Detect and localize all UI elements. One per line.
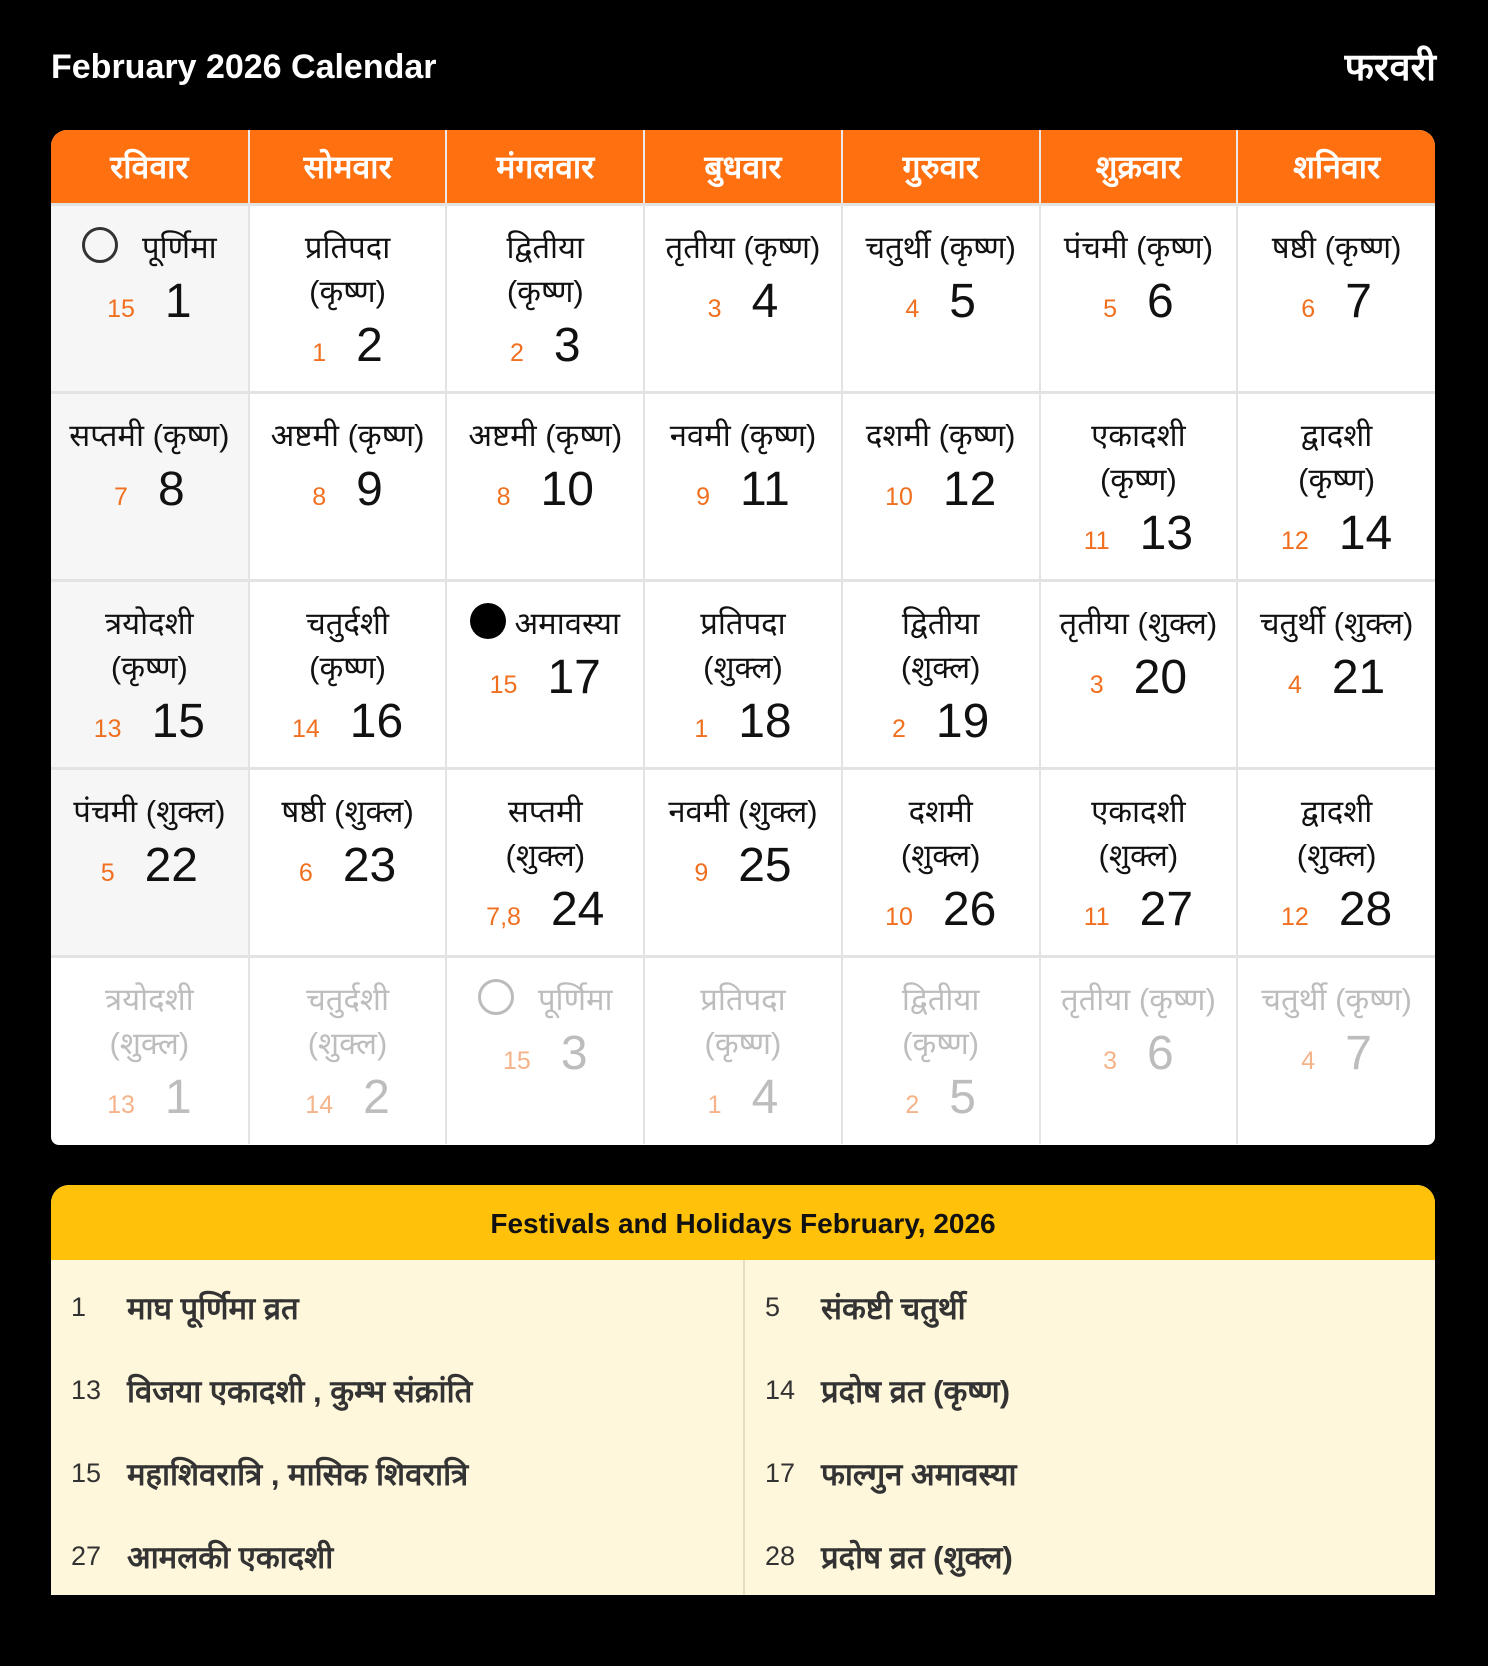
day-cell[interactable]	[51, 392, 249, 580]
tithi-text: प्रतिपदा	[700, 981, 786, 1017]
festival-date: 14	[765, 1375, 796, 1405]
tithi-text: (कृष्ण)	[704, 1025, 782, 1061]
day-cell[interactable]	[249, 956, 447, 1144]
weekday-label: शनिवार	[1237, 130, 1435, 204]
paksha-day: 5	[1103, 294, 1117, 323]
festival-item[interactable]	[745, 1515, 1435, 1595]
tithi-text: (कृष्ण)	[309, 649, 386, 685]
date-number: 26	[942, 882, 997, 936]
date-line	[1238, 506, 1435, 561]
tithi-line	[447, 978, 643, 1022]
day-cell[interactable]	[249, 580, 447, 768]
tithi-line	[250, 270, 446, 314]
tithi-text: नवमी (शुक्ल)	[668, 793, 818, 829]
paksha-day: 13	[107, 1090, 135, 1119]
tithi-text: चतुर्थी (शुक्ल)	[1259, 605, 1414, 641]
paksha-day: 2	[905, 1090, 920, 1119]
month-hindi-title: फरवरी	[1344, 47, 1436, 89]
date-line	[645, 274, 841, 329]
date-number: 13	[1139, 506, 1194, 560]
tithi-line	[843, 1022, 1039, 1066]
paksha-day: 8	[496, 482, 511, 511]
day-cell[interactable]	[51, 956, 249, 1144]
tithi-line	[250, 414, 446, 458]
day-cell[interactable]	[446, 204, 644, 392]
date-number: 20	[1133, 650, 1188, 704]
tithi-text: द्वितीया	[506, 229, 585, 265]
paksha-day: 9	[696, 482, 710, 511]
festival-item[interactable]	[745, 1349, 1435, 1432]
tithi-text: (कृष्ण)	[506, 273, 584, 309]
paksha-day: 10	[885, 482, 913, 511]
tithi-line	[645, 602, 841, 646]
tithi-text: नवमी (कृष्ण)	[669, 417, 817, 453]
tithi-line	[1041, 414, 1237, 458]
calendar-week	[51, 392, 1435, 580]
weekday-label: रविवार	[51, 130, 249, 204]
date-number: 8	[157, 462, 185, 516]
day-cell[interactable]	[1237, 204, 1435, 392]
paksha-day: 2	[892, 714, 906, 743]
date-number: 18	[738, 694, 792, 748]
date-number: 25	[738, 838, 792, 892]
calendar-week	[51, 204, 1435, 392]
tithi-text: चतुर्दशी	[306, 605, 390, 641]
festival-date: 5	[765, 1292, 781, 1322]
date-number: 11	[740, 462, 790, 516]
day-cell[interactable]	[644, 204, 842, 392]
date-line	[843, 882, 1039, 937]
tithi-line	[250, 1022, 446, 1066]
date-number: 27	[1139, 882, 1194, 936]
date-line	[447, 882, 643, 937]
tithi-line	[645, 646, 841, 690]
tithi-line	[1238, 602, 1435, 646]
tithi-text: (शुक्ल)	[1296, 837, 1377, 873]
paksha-day: 15	[503, 1046, 531, 1075]
tithi-line	[645, 978, 841, 1022]
weekday-label: गुरुवार	[842, 130, 1040, 204]
date-line	[645, 462, 841, 517]
tithi-line	[1238, 226, 1435, 270]
day-cell[interactable]	[842, 580, 1040, 768]
date-line	[645, 1070, 841, 1125]
date-line	[447, 318, 643, 373]
tithi-text: द्वितीया	[901, 981, 980, 1017]
tithi-line	[250, 646, 446, 690]
date-line	[645, 838, 841, 893]
date-line	[1041, 1026, 1237, 1081]
tithi-text: चतुर्थी (कृष्ण)	[1261, 981, 1412, 1017]
tithi-line	[250, 226, 446, 270]
paksha-day: 9	[694, 858, 709, 887]
tithi-line	[843, 978, 1039, 1022]
festival-name: माघ पूर्णिमा व्रत	[127, 1290, 299, 1326]
day-cell[interactable]	[1040, 768, 1238, 956]
date-line	[1238, 882, 1435, 937]
date-number: 1	[164, 274, 192, 328]
day-cell[interactable]	[842, 956, 1040, 1144]
festival-date: 27	[71, 1541, 102, 1571]
date-number: 3	[560, 1026, 588, 1080]
day-cell[interactable]	[1237, 580, 1435, 768]
date-line	[645, 694, 841, 749]
weekday-header	[51, 130, 1435, 204]
date-number: 23	[342, 838, 397, 892]
paksha-day: 6	[298, 858, 313, 887]
tithi-text: (शुक्ल)	[307, 1025, 388, 1061]
tithi-text: तृतीया (शुक्ल)	[1059, 605, 1218, 641]
festivals-right-column	[743, 1260, 1435, 1595]
day-cell[interactable]	[644, 580, 842, 768]
weekday-label: सोमवार	[249, 130, 447, 204]
date-line	[1041, 506, 1237, 561]
date-number: 9	[356, 462, 383, 516]
festival-item[interactable]	[51, 1266, 743, 1349]
paksha-day: 8	[312, 482, 327, 511]
paksha-day: 4	[1287, 670, 1302, 699]
day-cell[interactable]	[51, 768, 249, 956]
date-line	[1041, 274, 1237, 329]
date-line	[447, 650, 643, 705]
festival-name: प्रदोष व्रत (कृष्ण)	[821, 1373, 1011, 1409]
date-line	[447, 1026, 643, 1081]
tithi-text: दशमी	[908, 793, 973, 829]
date-number: 1	[164, 1070, 192, 1124]
day-cell[interactable]	[644, 768, 842, 956]
date-number: 15	[151, 694, 205, 748]
calendar-grid	[51, 130, 1435, 1145]
festival-name: फाल्गुन अमावस्या	[821, 1456, 1017, 1492]
festivals-title: Festivals and Holidays February, 2026	[51, 1185, 1435, 1260]
tithi-line	[51, 646, 248, 690]
paksha-day: 1	[707, 1090, 722, 1119]
festival-item[interactable]	[51, 1515, 743, 1595]
paksha-day: 15	[489, 670, 518, 699]
festival-name: संकष्टी चतुर्थी	[821, 1290, 966, 1326]
date-number: 7	[1345, 1026, 1372, 1080]
paksha-day: 2	[509, 338, 524, 367]
tithi-text: चतुर्थी (कृष्ण)	[865, 229, 1016, 265]
tithi-line	[447, 270, 643, 314]
tithi-text: प्रतिपदा	[700, 605, 786, 641]
tithi-line	[1041, 458, 1237, 502]
paksha-day: 11	[1083, 526, 1110, 555]
tithi-line	[250, 978, 446, 1022]
paksha-day: 5	[100, 858, 115, 887]
festival-item[interactable]	[745, 1432, 1435, 1515]
day-cell[interactable]	[644, 392, 842, 580]
date-line	[51, 1070, 248, 1125]
date-number: 19	[935, 694, 990, 748]
tithi-line	[843, 646, 1039, 690]
tithi-line	[51, 414, 248, 458]
tithi-line	[645, 1022, 841, 1066]
date-line	[447, 462, 643, 517]
tithi-line	[51, 790, 248, 834]
tithi-line	[1238, 834, 1435, 878]
tithi-line	[51, 1022, 248, 1066]
tithi-text: षष्ठी (कृष्ण)	[1271, 229, 1402, 265]
tithi-line	[843, 790, 1039, 834]
tithi-text: (शुक्ल)	[900, 649, 981, 685]
paksha-day: 3	[1089, 670, 1104, 699]
date-line	[250, 838, 446, 893]
tithi-line	[447, 602, 643, 646]
tithi-text: (कृष्ण)	[1099, 461, 1177, 497]
tithi-text: अष्टमी (कृष्ण)	[468, 417, 623, 453]
date-line	[843, 694, 1039, 749]
tithi-text: (शुक्ल)	[109, 1025, 190, 1061]
day-cell[interactable]	[1040, 392, 1238, 580]
tithi-text: (शुक्ल)	[505, 837, 586, 873]
tithi-line	[843, 226, 1039, 270]
tithi-text: (कृष्ण)	[902, 1025, 980, 1061]
day-cell[interactable]	[842, 204, 1040, 392]
day-cell[interactable]	[1040, 580, 1238, 768]
tithi-text: (कृष्ण)	[309, 273, 386, 309]
tithi-line	[51, 602, 248, 646]
tithi-text: एकादशी	[1091, 793, 1186, 829]
date-line	[250, 694, 446, 749]
tithi-line	[250, 602, 446, 646]
festival-item[interactable]	[51, 1432, 743, 1515]
day-cell[interactable]	[1237, 768, 1435, 956]
tithi-text: द्वितीया	[901, 605, 980, 641]
date-line	[843, 462, 1039, 517]
date-line	[51, 838, 248, 893]
tithi-line	[645, 414, 841, 458]
tithi-line	[843, 834, 1039, 878]
date-line	[250, 462, 446, 517]
date-number: 7	[1345, 274, 1372, 328]
tithi-line	[843, 414, 1039, 458]
tithi-text: (शुक्ल)	[1098, 837, 1179, 873]
date-number: 2	[363, 1070, 390, 1124]
date-line	[843, 274, 1039, 329]
festival-date: 17	[765, 1458, 796, 1488]
date-number: 22	[144, 838, 198, 892]
paksha-day: 13	[93, 714, 122, 743]
tithi-text: त्रयोदशी	[105, 981, 194, 1017]
tithi-text: पूर्णिमा	[142, 229, 217, 265]
festival-name: महाशिवरात्रि , मासिक शिवरात्रि	[127, 1456, 469, 1492]
page-title: February 2026 Calendar	[51, 48, 437, 86]
date-line	[1238, 650, 1435, 705]
tithi-line	[1041, 602, 1237, 646]
weekday-label: मंगलवार	[446, 130, 644, 204]
tithi-text: पंचमी (शुक्ल)	[73, 793, 226, 829]
tithi-line	[645, 226, 841, 270]
paksha-day: 4	[905, 294, 920, 323]
paksha-day: 12	[1281, 902, 1309, 931]
calendar-week	[51, 768, 1435, 956]
date-number: 28	[1338, 882, 1393, 936]
festivals-left-column	[51, 1260, 743, 1595]
tithi-line	[447, 226, 643, 270]
date-number: 5	[949, 274, 976, 328]
tithi-line	[843, 602, 1039, 646]
tithi-text: षष्ठी (शुक्ल)	[281, 793, 414, 829]
date-line	[1238, 274, 1435, 329]
tithi-text: (शुक्ल)	[703, 649, 783, 685]
festival-item[interactable]	[745, 1266, 1435, 1349]
date-number: 2	[356, 318, 383, 372]
date-number: 10	[540, 462, 594, 516]
day-cell[interactable]	[51, 204, 249, 392]
full-moon-icon	[82, 227, 118, 263]
day-cell[interactable]	[842, 392, 1040, 580]
date-number: 21	[1331, 650, 1386, 704]
tithi-text: द्वादशी	[1300, 793, 1373, 829]
tithi-line	[1041, 978, 1237, 1022]
date-number: 24	[550, 882, 605, 936]
tithi-line	[447, 834, 643, 878]
festival-date: 1	[71, 1292, 87, 1322]
tithi-text: सप्तमी (कृष्ण)	[69, 417, 230, 453]
festivals-panel	[51, 1185, 1435, 1595]
weekday-label: शुक्रवार	[1040, 130, 1238, 204]
festival-name: विजया एकादशी , कुम्भ संक्रांति	[127, 1373, 473, 1409]
date-number: 4	[751, 274, 779, 328]
day-cell[interactable]	[1237, 392, 1435, 580]
paksha-day: 10	[885, 902, 913, 931]
tithi-line	[250, 790, 446, 834]
date-number: 6	[1146, 274, 1174, 328]
festival-date: 15	[71, 1458, 102, 1488]
tithi-text: अमावस्या	[514, 605, 621, 641]
paksha-day: 14	[291, 714, 320, 743]
festival-name: आमलकी एकादशी	[127, 1539, 334, 1575]
full-moon-icon	[478, 979, 514, 1015]
paksha-day: 12	[1281, 526, 1309, 555]
tithi-text: अष्टमी (कृष्ण)	[270, 417, 425, 453]
paksha-day: 6	[1301, 294, 1316, 323]
tithi-text: सप्तमी	[507, 793, 583, 829]
paksha-day: 3	[707, 294, 722, 323]
date-number: 17	[547, 650, 601, 704]
date-line	[1041, 882, 1237, 937]
date-line	[843, 1070, 1039, 1125]
paksha-day: 14	[305, 1090, 334, 1119]
day-cell[interactable]	[446, 768, 644, 956]
day-cell[interactable]	[446, 392, 644, 580]
date-number: 16	[349, 694, 404, 748]
tithi-line	[51, 226, 248, 270]
day-cell[interactable]	[1237, 956, 1435, 1144]
tithi-text: (शुक्ल)	[900, 837, 981, 873]
weekday-label: बुधवार	[644, 130, 842, 204]
tithi-line	[1041, 226, 1237, 270]
day-cell[interactable]	[644, 956, 842, 1144]
tithi-line	[1041, 834, 1237, 878]
day-cell[interactable]	[1040, 956, 1238, 1144]
date-line	[51, 694, 248, 749]
tithi-line	[1238, 458, 1435, 502]
tithi-line	[1238, 414, 1435, 458]
tithi-text: त्रयोदशी	[105, 605, 194, 641]
tithi-line	[447, 790, 643, 834]
tithi-text: (कृष्ण)	[110, 649, 188, 685]
date-number: 4	[751, 1070, 779, 1124]
date-number: 5	[949, 1070, 976, 1124]
day-cell[interactable]	[51, 580, 249, 768]
tithi-line	[1041, 790, 1237, 834]
festival-date: 28	[765, 1541, 796, 1571]
festival-date: 13	[71, 1375, 102, 1405]
tithi-text: द्वादशी	[1300, 417, 1373, 453]
tithi-line	[645, 790, 841, 834]
date-line	[1041, 650, 1237, 705]
tithi-line	[1238, 978, 1435, 1022]
tithi-text: दशमी (कृष्ण)	[865, 417, 1016, 453]
tithi-text: चतुर्दशी	[306, 981, 390, 1017]
paksha-day: 7,8	[486, 902, 521, 931]
tithi-text: पूर्णिमा	[537, 981, 613, 1017]
tithi-text: (कृष्ण)	[1298, 461, 1376, 497]
day-cell[interactable]	[249, 768, 447, 956]
paksha-day: 15	[107, 294, 135, 323]
day-cell[interactable]	[249, 392, 447, 580]
date-number: 3	[553, 318, 581, 372]
paksha-day: 11	[1083, 902, 1110, 931]
tithi-text: तृतीया (कृष्ण)	[665, 229, 821, 265]
calendar-week	[51, 580, 1435, 768]
festival-name: प्रदोष व्रत (शुक्ल)	[821, 1539, 1013, 1575]
date-line	[250, 318, 446, 373]
date-line	[51, 462, 248, 517]
date-line	[1238, 1026, 1435, 1081]
date-number: 6	[1146, 1026, 1174, 1080]
date-number: 12	[942, 462, 997, 516]
paksha-day: 1	[694, 714, 709, 743]
paksha-day: 7	[114, 482, 128, 511]
date-line	[51, 274, 248, 329]
tithi-line	[447, 414, 643, 458]
day-cell[interactable]	[1040, 204, 1238, 392]
day-cell[interactable]	[842, 768, 1040, 956]
paksha-day: 1	[312, 338, 327, 367]
tithi-line	[51, 978, 248, 1022]
date-number: 14	[1338, 506, 1393, 560]
paksha-day: 3	[1103, 1046, 1117, 1075]
tithi-text: पंचमी (कृष्ण)	[1063, 229, 1214, 265]
festival-item[interactable]	[51, 1349, 743, 1432]
new-moon-icon	[470, 603, 506, 639]
tithi-text: एकादशी	[1091, 417, 1186, 453]
calendar-week	[51, 956, 1435, 1144]
day-cell[interactable]	[446, 956, 644, 1144]
tithi-line	[1238, 790, 1435, 834]
date-line	[250, 1070, 446, 1125]
paksha-day: 4	[1301, 1046, 1316, 1075]
day-cell[interactable]	[249, 204, 447, 392]
tithi-text: प्रतिपदा	[304, 229, 391, 265]
tithi-text: तृतीया (कृष्ण)	[1060, 981, 1216, 1017]
day-cell[interactable]	[446, 580, 644, 768]
